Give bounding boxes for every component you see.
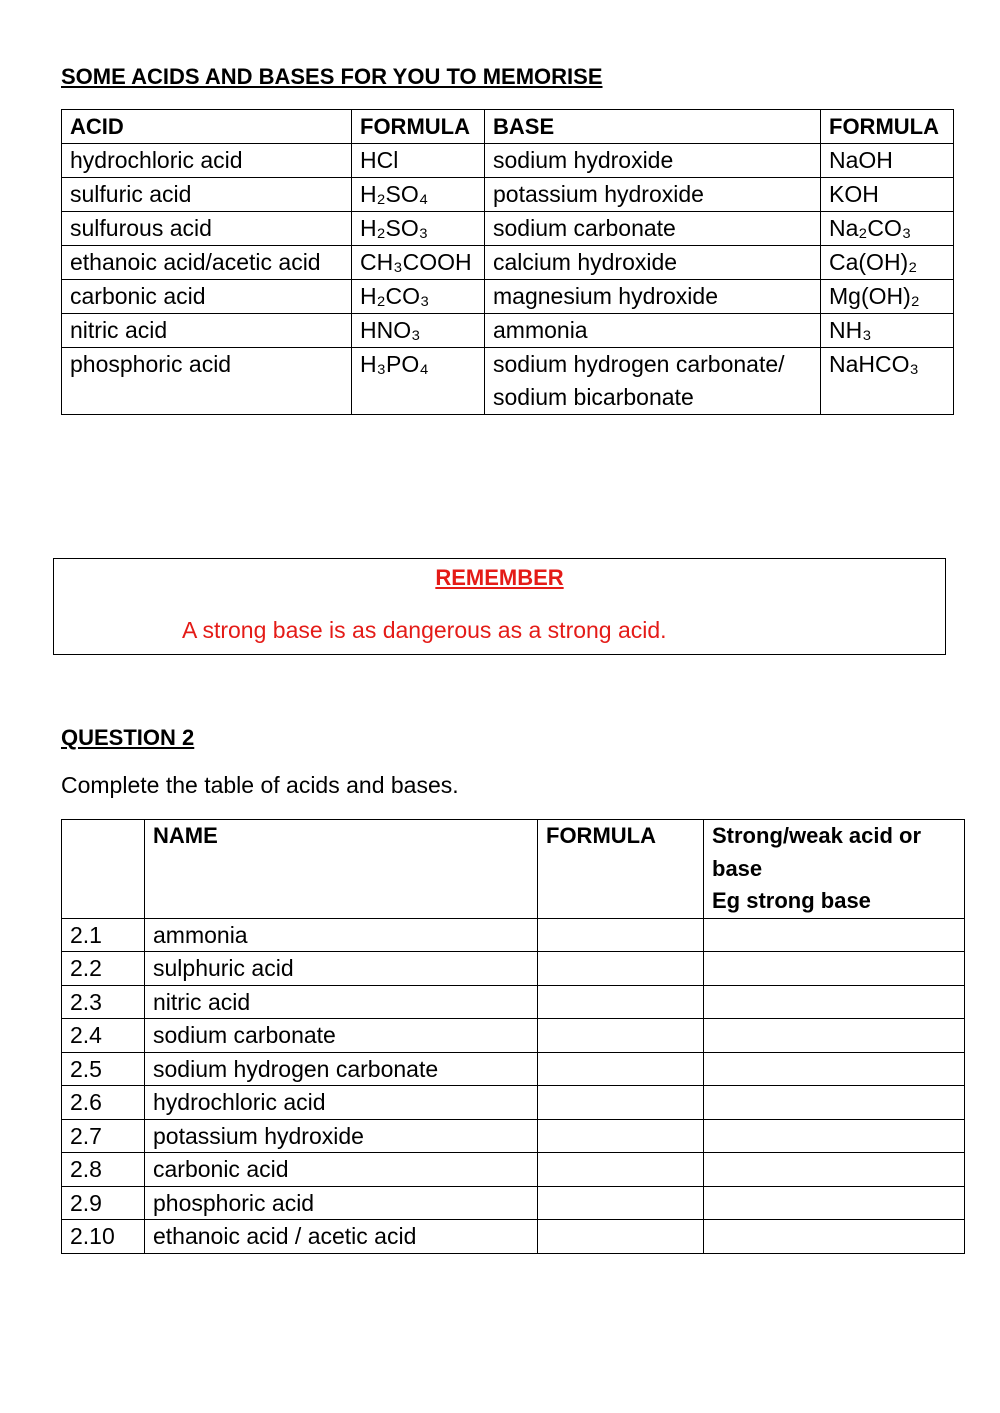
- acid-formula: H₂SO₃: [352, 212, 485, 246]
- acid-name: carbonic acid: [62, 280, 352, 314]
- table-row: [62, 178, 954, 212]
- base-name-cell: [485, 348, 821, 415]
- row-number: 2.1: [62, 918, 145, 952]
- base-name: magnesium hydroxide: [485, 280, 821, 314]
- acid-formula: H₂SO₄: [352, 178, 485, 212]
- question-title: QUESTION 2: [61, 725, 195, 750]
- acid-name: ethanoic acid/acetic acid: [62, 246, 352, 280]
- compound-name: phosphoric acid: [145, 1186, 538, 1220]
- header-strength-line2: base: [712, 855, 763, 881]
- header-base: BASE: [485, 110, 821, 144]
- strength-answer-cell[interactable]: [704, 1086, 965, 1120]
- base-name: calcium hydroxide: [485, 246, 821, 280]
- acid-name: hydrochloric acid: [62, 144, 352, 178]
- base-formula: Ca(OH)₂: [821, 246, 954, 280]
- formula-answer-cell[interactable]: [538, 952, 704, 986]
- remember-title: REMEMBER: [435, 565, 564, 590]
- header-number: [62, 820, 145, 919]
- compound-name: carbonic acid: [145, 1153, 538, 1187]
- formula-answer-cell[interactable]: [538, 918, 704, 952]
- base-name: sodium hydroxide: [485, 144, 821, 178]
- compound-name: sodium carbonate: [145, 1019, 538, 1053]
- strength-answer-cell[interactable]: [704, 1119, 965, 1153]
- table-row: [62, 985, 965, 1019]
- row-number: 2.4: [62, 1019, 145, 1053]
- base-name: potassium hydroxide: [485, 178, 821, 212]
- table-row: [62, 1186, 965, 1220]
- acid-formula: H₂CO₃: [352, 280, 485, 314]
- base-name-line2: sodium bicarbonate: [493, 384, 694, 410]
- table-row: [62, 1019, 965, 1053]
- base-formula: Mg(OH)₂: [821, 280, 954, 314]
- acids-bases-table: [61, 109, 954, 415]
- header-acid: ACID: [62, 110, 352, 144]
- table-row: [62, 348, 954, 415]
- table-row: [62, 1052, 965, 1086]
- base-name: sodium hydrogen carbonate/: [493, 351, 785, 377]
- acid-name: phosphoric acid: [62, 348, 352, 415]
- row-number: 2.9: [62, 1186, 145, 1220]
- table-row: [62, 1220, 965, 1254]
- header-strength-example: Eg strong base: [712, 888, 871, 913]
- table-row: [62, 314, 954, 348]
- acid-formula: HCl: [352, 144, 485, 178]
- base-formula: NH₃: [821, 314, 954, 348]
- acid-name: sulfuric acid: [62, 178, 352, 212]
- row-number: 2.7: [62, 1119, 145, 1153]
- compound-name: sodium hydrogen carbonate: [145, 1052, 538, 1086]
- question-table: [61, 819, 965, 1254]
- base-formula: KOH: [821, 178, 954, 212]
- formula-answer-cell[interactable]: [538, 1086, 704, 1120]
- strength-answer-cell[interactable]: [704, 1019, 965, 1053]
- strength-answer-cell[interactable]: [704, 985, 965, 1019]
- section-title: SOME ACIDS AND BASES FOR YOU TO MEMORISE: [61, 64, 603, 89]
- row-number: 2.10: [62, 1220, 145, 1254]
- acid-name: nitric acid: [62, 314, 352, 348]
- header-acid-formula: FORMULA: [352, 110, 485, 144]
- base-formula: NaOH: [821, 144, 954, 178]
- table-row: [62, 1119, 965, 1153]
- formula-answer-cell[interactable]: [538, 1186, 704, 1220]
- row-number: 2.3: [62, 985, 145, 1019]
- header-strength-line1: Strong/weak acid or: [712, 823, 922, 848]
- remember-text: A strong base is as dangerous as a strong acid.: [182, 617, 667, 643]
- base-formula: NaHCO₃: [821, 348, 954, 415]
- strength-answer-cell[interactable]: [704, 952, 965, 986]
- table-row: [62, 246, 954, 280]
- formula-answer-cell[interactable]: [538, 1019, 704, 1053]
- table-row: [62, 144, 954, 178]
- compound-name: ethanoic acid / acetic acid: [145, 1220, 538, 1254]
- compound-name: ammonia: [145, 918, 538, 952]
- table-header-row: [62, 110, 954, 144]
- header-base-formula: FORMULA: [821, 110, 954, 144]
- table-row: [62, 1153, 965, 1187]
- row-number: 2.5: [62, 1052, 145, 1086]
- row-number: 2.6: [62, 1086, 145, 1120]
- strength-answer-cell[interactable]: [704, 1220, 965, 1254]
- base-name: sodium carbonate: [485, 212, 821, 246]
- row-number: 2.8: [62, 1153, 145, 1187]
- strength-answer-cell[interactable]: [704, 1052, 965, 1086]
- formula-answer-cell[interactable]: [538, 1119, 704, 1153]
- table-row: [62, 280, 954, 314]
- formula-answer-cell[interactable]: [538, 985, 704, 1019]
- strength-answer-cell[interactable]: [704, 1186, 965, 1220]
- strength-answer-cell[interactable]: [704, 918, 965, 952]
- header-strength: [704, 820, 965, 919]
- table-header-row: [62, 820, 965, 919]
- acid-formula: CH₃COOH: [352, 246, 485, 280]
- table-row: [62, 918, 965, 952]
- base-name: ammonia: [485, 314, 821, 348]
- compound-name: nitric acid: [145, 985, 538, 1019]
- formula-answer-cell[interactable]: [538, 1220, 704, 1254]
- compound-name: potassium hydroxide: [145, 1119, 538, 1153]
- formula-answer-cell[interactable]: [538, 1153, 704, 1187]
- formula-answer-cell[interactable]: [538, 1052, 704, 1086]
- compound-name: hydrochloric acid: [145, 1086, 538, 1120]
- row-number: 2.2: [62, 952, 145, 986]
- acid-formula: H₃PO₄: [352, 348, 485, 415]
- compound-name: sulphuric acid: [145, 952, 538, 986]
- table-row: [62, 212, 954, 246]
- header-name: NAME: [145, 820, 538, 919]
- table-row: [62, 952, 965, 986]
- header-formula: FORMULA: [538, 820, 704, 919]
- base-formula: Na₂CO₃: [821, 212, 954, 246]
- acid-formula: HNO₃: [352, 314, 485, 348]
- question-instruction: Complete the table of acids and bases.: [61, 772, 459, 798]
- acid-name: sulfurous acid: [62, 212, 352, 246]
- remember-box: [53, 558, 946, 655]
- strength-answer-cell[interactable]: [704, 1153, 965, 1187]
- table-row: [62, 1086, 965, 1120]
